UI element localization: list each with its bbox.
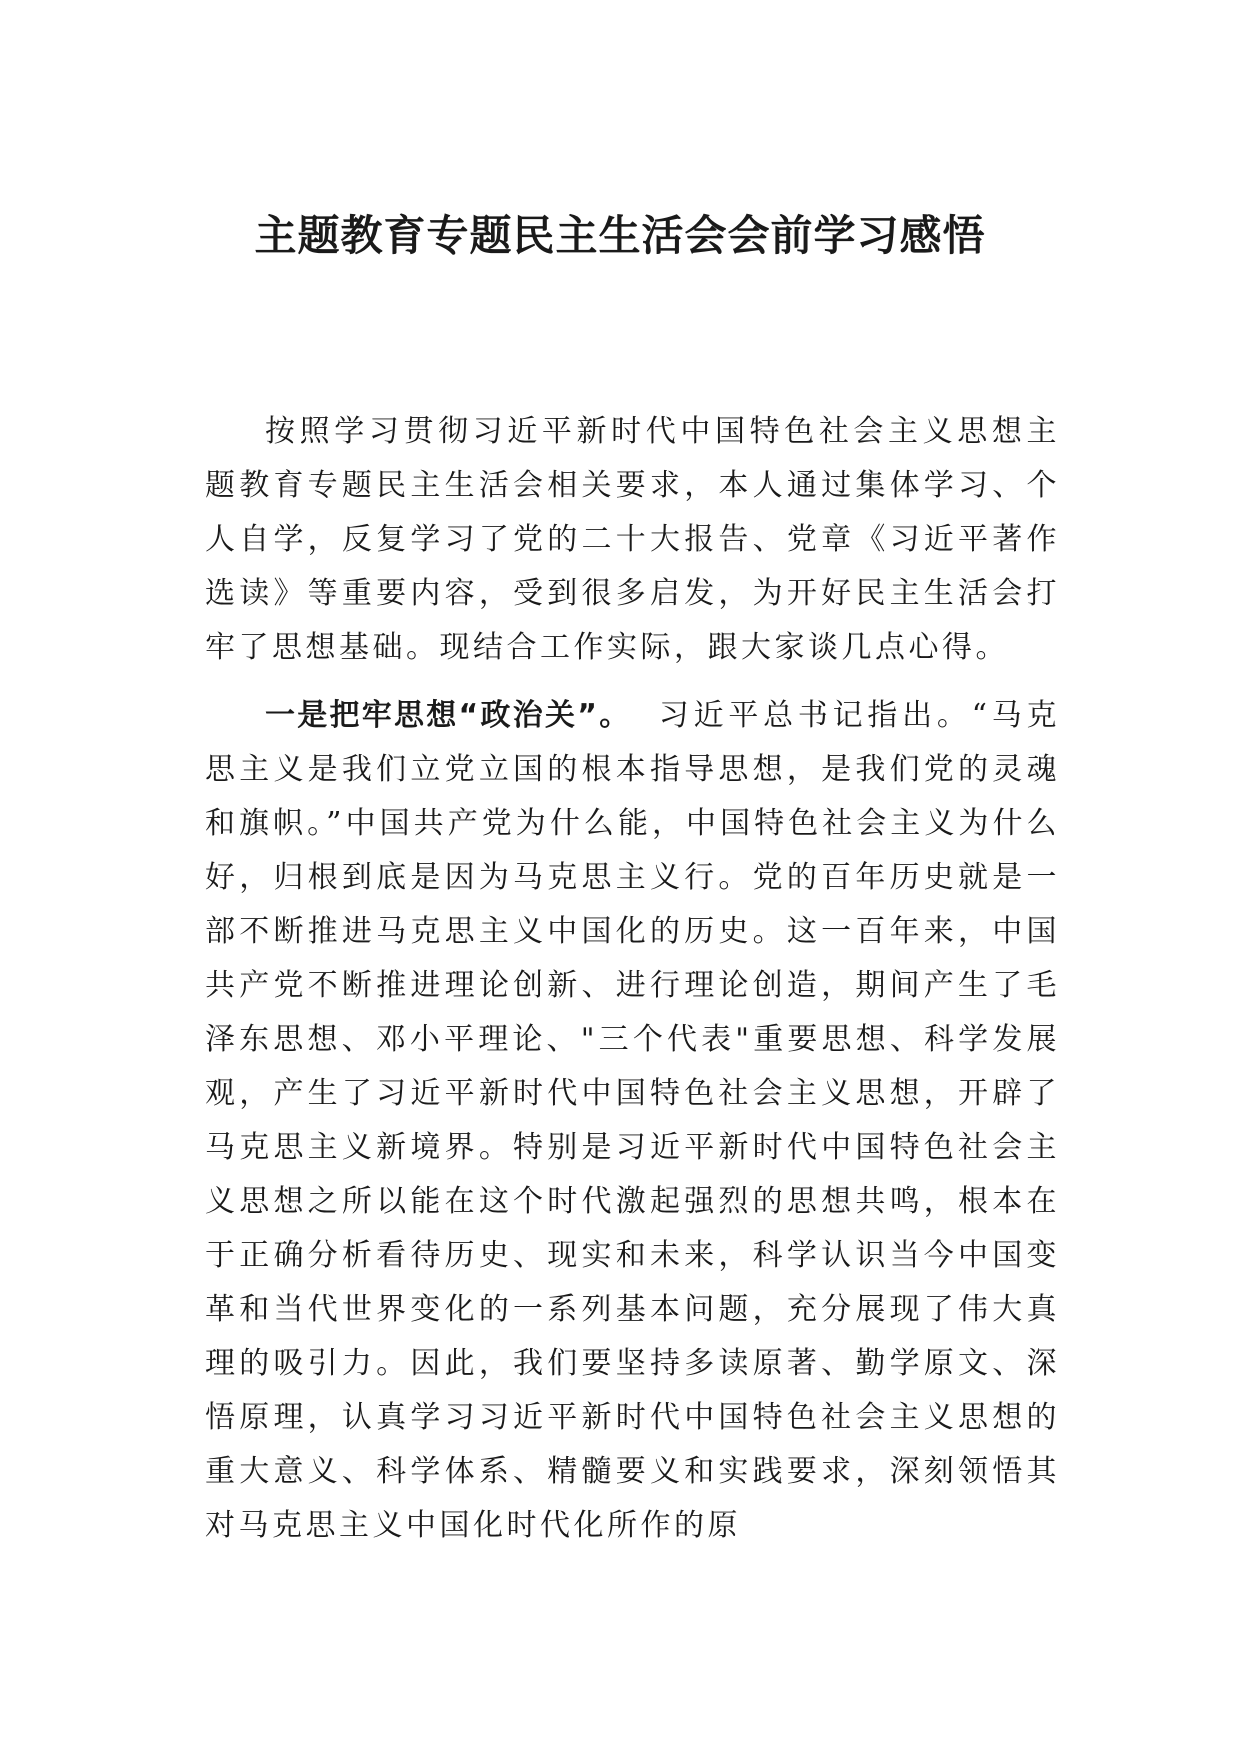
document-body [205,405,1060,1567]
point-one-text: 习近平总书记指出。“马克思主义是我们立党立国的根本指导思想，是我们党的灵魂和旗帜。”中国共产党为什么能，中国特色社会主义为什么好，归根到底是因为马克思主义行。党的百年历史就是一部不断推进马克思主义中国化的历史。这一百年来，中国共产党不断推进理论创新、进行理论创造，期间产生了毛泽东思想、邓小平理论、"三个代表"重要思想、科学发展观，产生了习近平新时代中国特色社会主义思想，开辟了马克思主义新境界。特别是习近平新时代中国特色社会主义思想之所以能在这个时代激起强烈的思想共鸣，根本在于正确分析看待历史、现实和未来，科学认识当今中国变革和当代世界变化的一系列基本问题，充分展现了伟大真理的吸引力。因此，我们要坚持多读原著、勤学原文、深悟原理，认真学习习近平新时代中国特色社会主义思想的重大意义、科学体系、精髓要义和实践要求，深刻领悟其对马克思主义中国化时代化所作的原 [205,698,1060,1543]
document-title: 主题教育专题民主生活会会前学习感悟 [254,211,986,260]
intro-paragraph-text: 按照学习贯彻习近平新时代中国特色社会主义思想主题教育专题民主生活会相关要求，本人通过集体学习、个人自学，反复学习了党的二十大报告、党章《习近平著作选读》等重要内容，受到很多启发，为开好民主生活会打牢了思想基础。现结合工作实际，跟大家谈几点心得。 [205,414,1060,665]
intro-paragraph [205,405,1060,675]
point-one-paragraph [205,689,1060,1553]
point-one-heading: 一是把牢思想“政治关”。 [265,698,632,733]
